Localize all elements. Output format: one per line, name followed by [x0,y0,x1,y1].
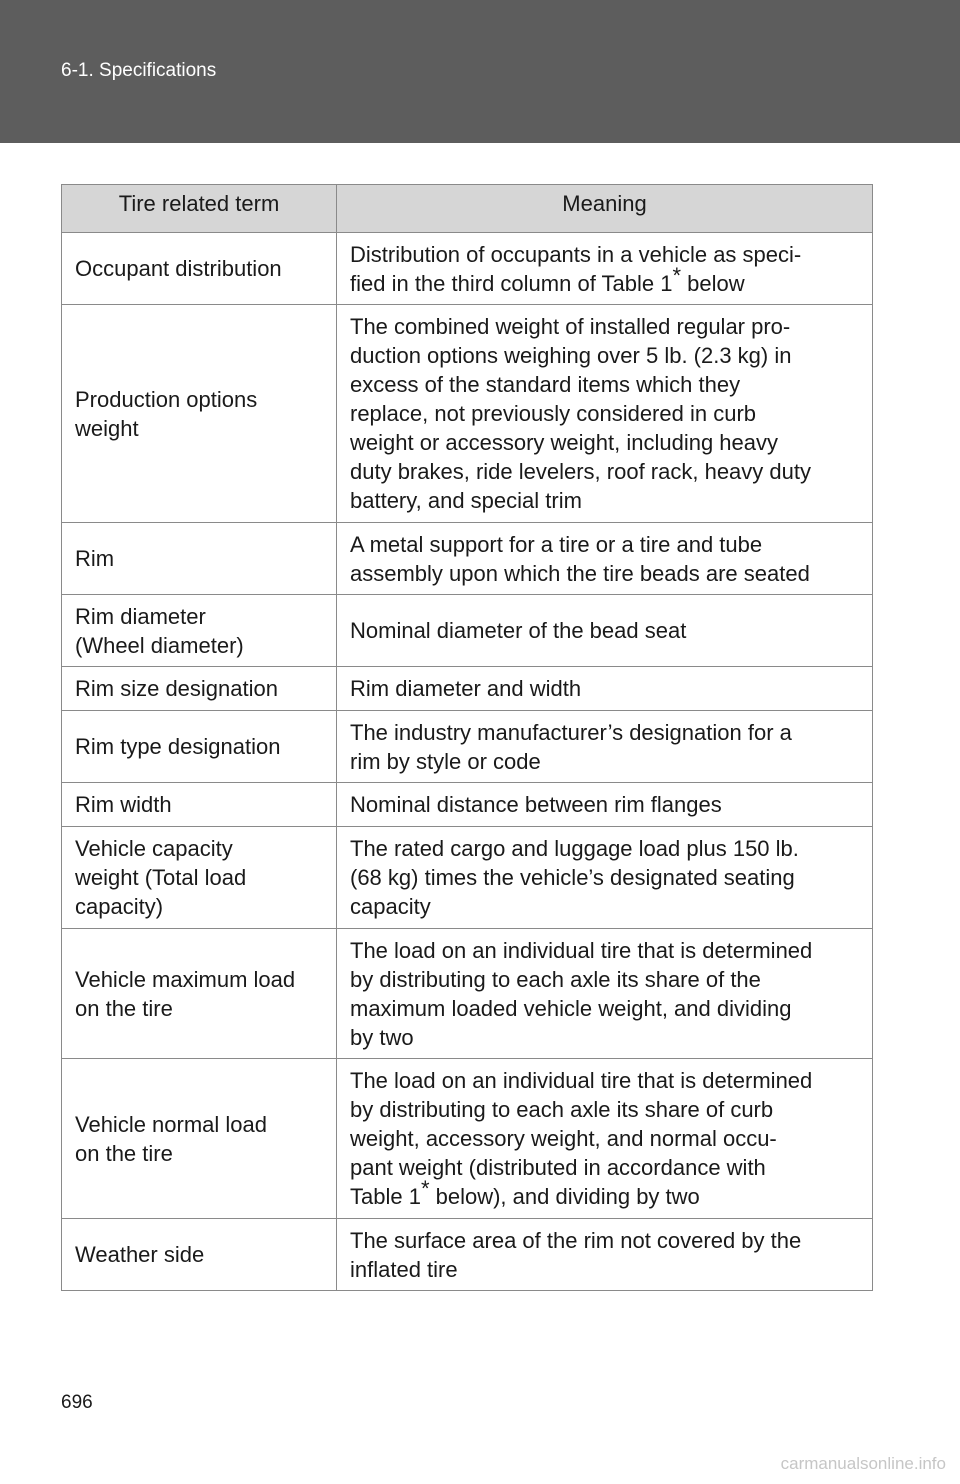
meaning-cell: Distribution of occupants in a vehicle as speci- fied in the third column of Table 1* below [337,233,873,305]
tire-terms-table [61,184,873,1291]
term-cell: Rim [62,523,337,595]
table-row [62,595,873,667]
table-row [62,305,873,523]
term-cell: Rim diameter (Wheel diameter) [62,595,337,667]
column-header-term: Tire related term [62,185,337,233]
meaning-cell: A metal support for a tire or a tire and tube assembly upon which the tire beads are seated [337,523,873,595]
meaning-cell: The industry manufacturer’s designation for a rim by style or code [337,711,873,783]
term-cell: Vehicle normal load on the tire [62,1059,337,1219]
table-row [62,827,873,929]
term-cell: Vehicle capacity weight (Total load capacity) [62,827,337,929]
table-row [62,783,873,827]
meaning-cell: The load on an individual tire that is determined by distributing to each axle its share of the maximum loaded vehicle weight, and dividing by two [337,929,873,1059]
term-cell: Rim type designation [62,711,337,783]
table-row [62,1059,873,1219]
table-row [62,523,873,595]
table-header-row [62,185,873,233]
table-row [62,711,873,783]
section-title: 6-1. Specifications [61,60,217,81]
term-cell: Vehicle maximum load on the tire [62,929,337,1059]
meaning-cell: The surface area of the rim not covered by the inflated tire [337,1219,873,1291]
header-band [0,0,960,143]
footnote-star: * [672,262,682,288]
table-row [62,233,873,305]
term-cell: Rim size designation [62,667,337,711]
watermark: carmanualsonline.info [780,1454,946,1473]
column-header-meaning: Meaning [337,185,873,233]
term-cell: Weather side [62,1219,337,1291]
meaning-cell: The load on an individual tire that is determined by distributing to each axle its share of curb weight, accessory weight, and normal occu- pant weight (distributed in accordance with Table 1* below), and dividing by two [337,1059,873,1219]
table-row [62,929,873,1059]
meaning-cell: The combined weight of installed regular pro- duction options weighing over 5 lb. (2.3 kg) in excess of the standard items which they replace, not previously considered in curb weight or accessory weight, including heavy duty brakes, ride levelers, roof rack, heavy duty battery, and special trim [337,305,873,523]
footnote-star: * [420,1176,430,1201]
term-cell: Rim width [62,783,337,827]
meaning-cell: Nominal distance between rim flanges [337,783,873,827]
table-row [62,667,873,711]
term-cell: Production options weight [62,305,337,523]
meaning-cell: Rim diameter and width [337,667,873,711]
meaning-cell: The rated cargo and luggage load plus 150 lb. (68 kg) times the vehicle’s designated seating capacity [337,827,873,929]
term-cell: Occupant distribution [62,233,337,305]
meaning-cell: Nominal diameter of the bead seat [337,595,873,667]
page-number: 696 [61,1392,93,1413]
table-row [62,1219,873,1291]
